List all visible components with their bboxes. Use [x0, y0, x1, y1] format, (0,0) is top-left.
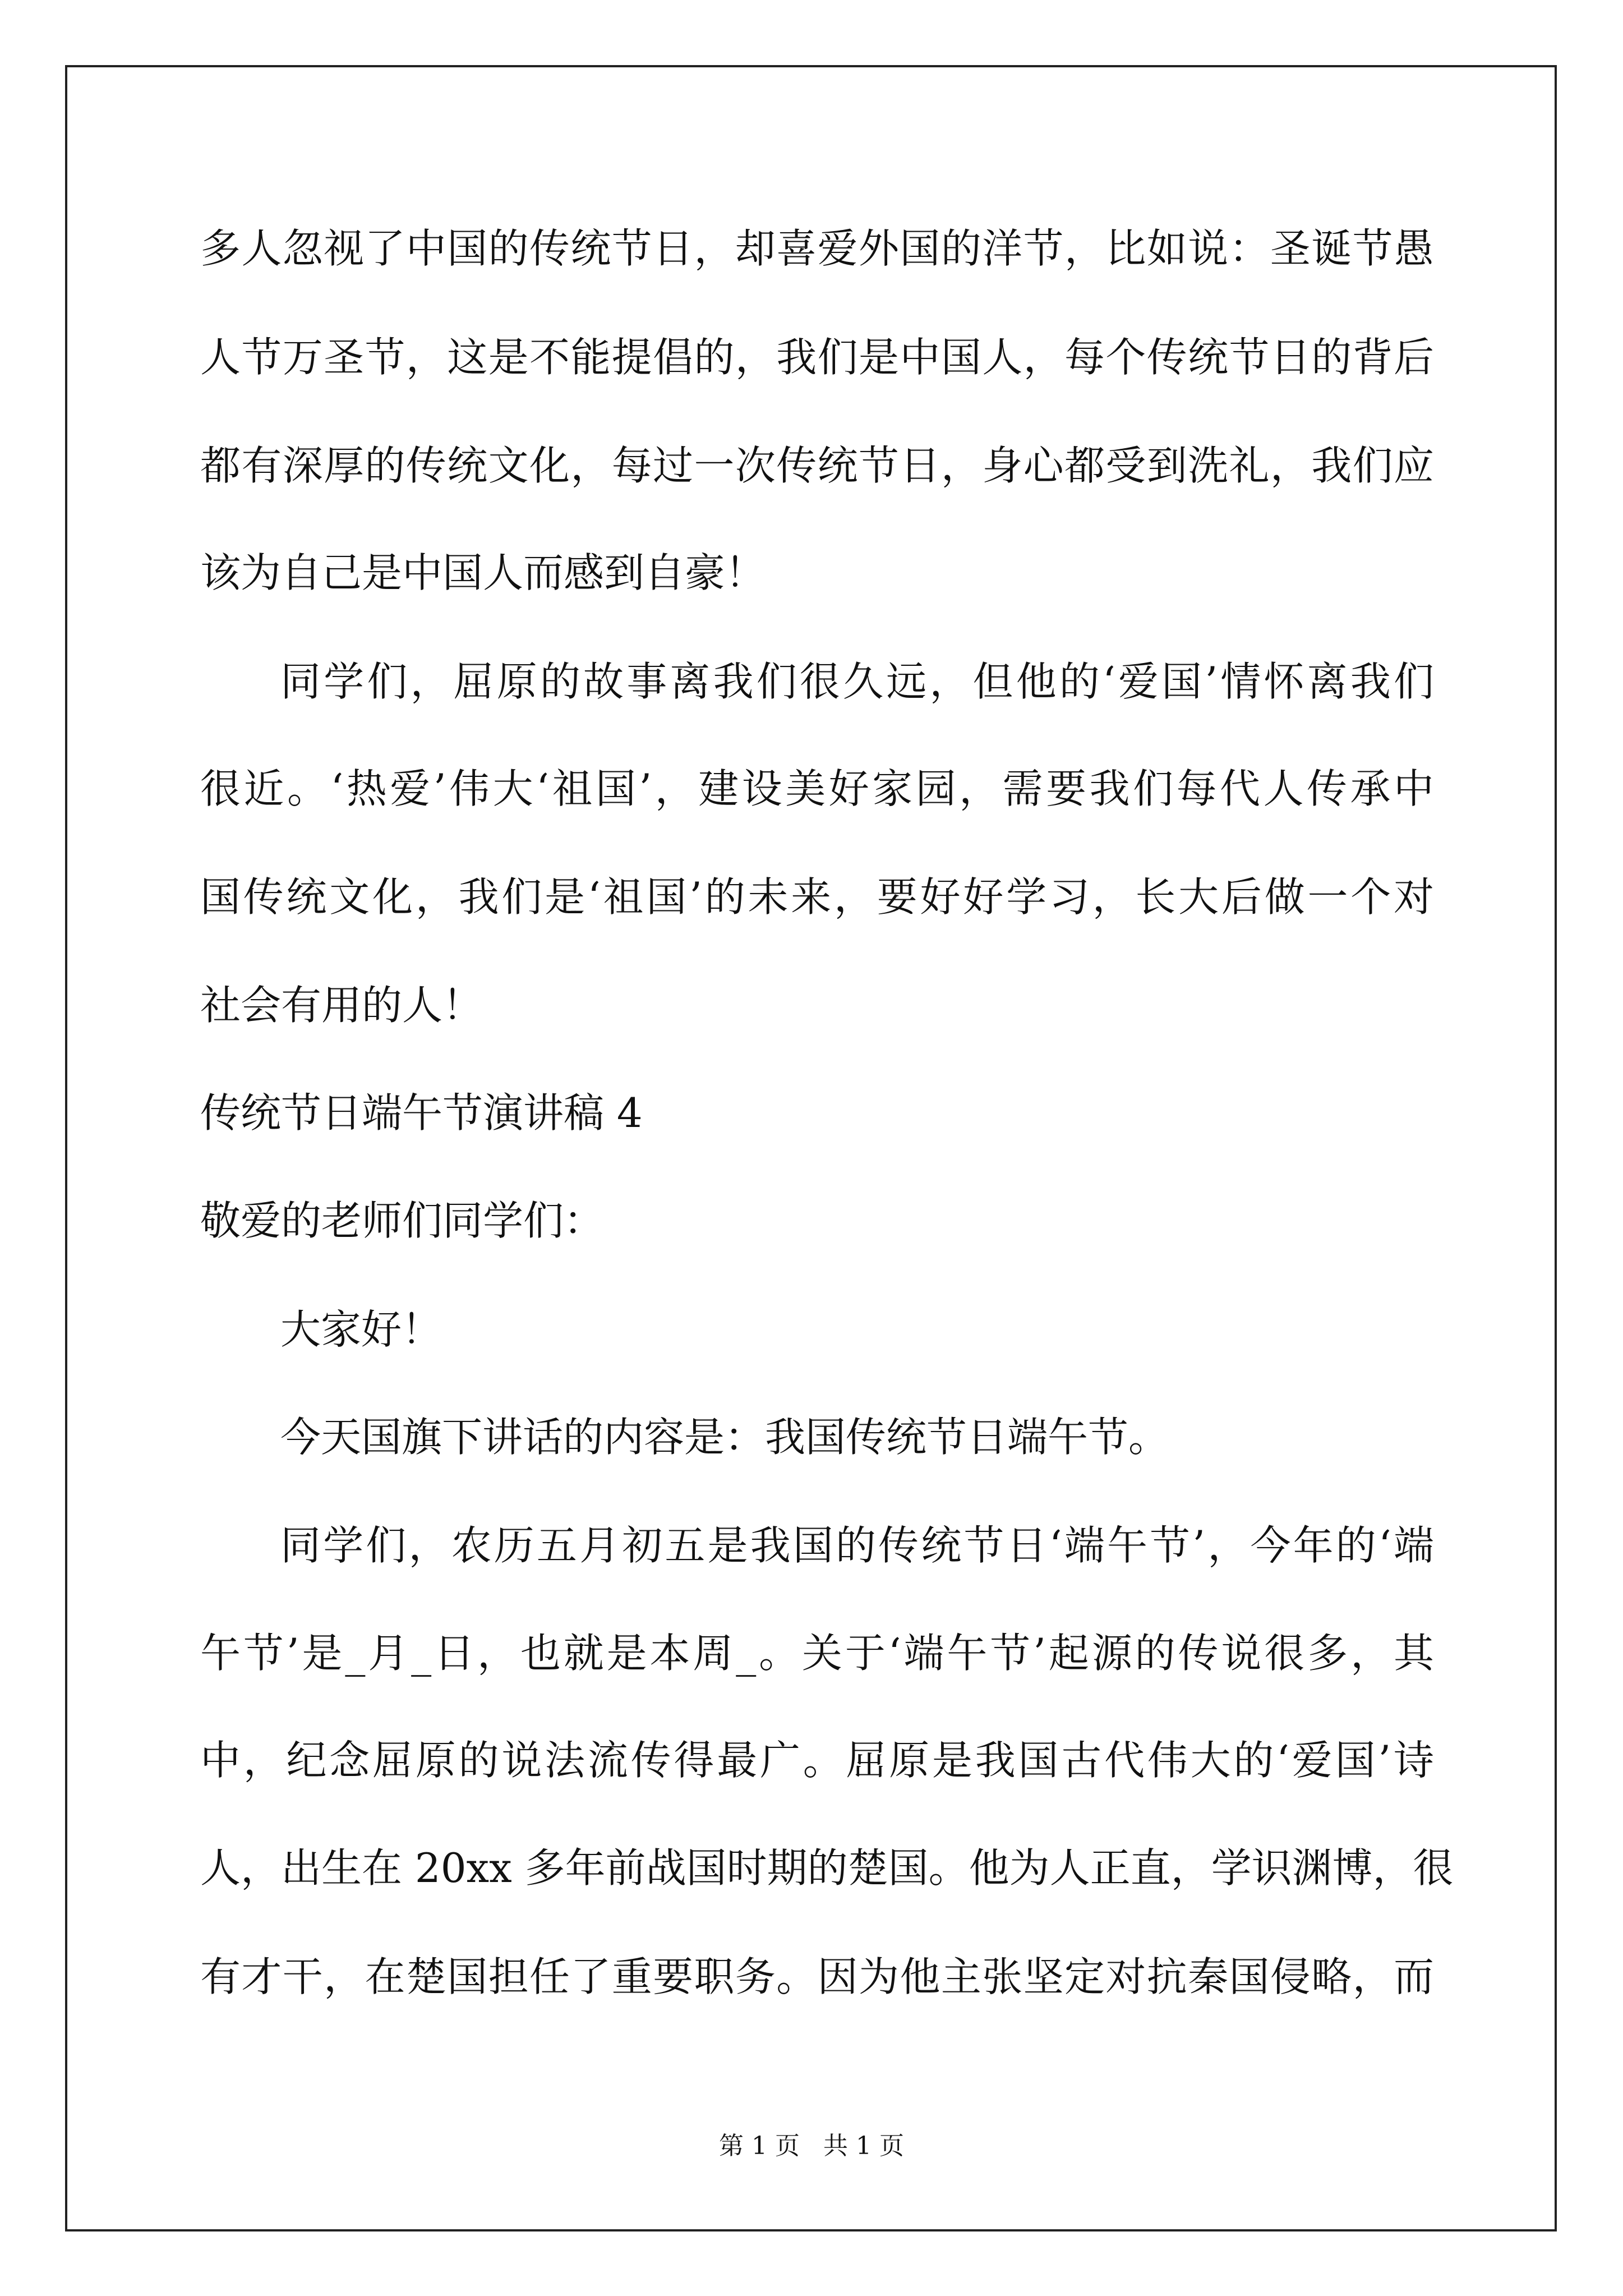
text-line: 很近。‘热爱’伟大‘祖国’，建设美好家园，需要我们每代人传承中 — [200, 765, 1434, 812]
section-title: 传统节日端午节演讲稿 4 — [200, 1089, 643, 1137]
page-border — [65, 65, 1557, 2231]
text-line: 社会有用的人！ — [200, 982, 483, 1029]
text-line: 人，出生在 20xx 多年前战国时期的楚国。他为人正直，学识渊博，很 — [200, 1844, 1454, 1892]
text-line: 午节’是_月_日，也就是本周_。关于‘端午节’起源的传说很多，其 — [200, 1630, 1434, 1677]
page-footer: 第 1 页 共 1 页 — [719, 2132, 904, 2160]
text-line: 有才干，在楚国担任了重要职务。因为他主张坚定对抗秦国侵略，而 — [200, 1953, 1434, 2000]
text-line: 多人忽视了中国的传统节日，却喜爱外国的洋节，比如说：圣诞节愚 — [200, 225, 1434, 272]
text-line: 该为自己是中国人而感到自豪！ — [200, 549, 766, 596]
salutation: 敬爱的老师们同学们： — [200, 1197, 605, 1244]
greeting: 大家好！ — [280, 1306, 442, 1353]
text-line: 中，纪念屈原的说法流传得最广。屈原是我国古代伟大的‘爱国’诗 — [200, 1737, 1434, 1784]
text-line: 人节万圣节，这是不能提倡的，我们是中国人，每个传统节日的背后 — [200, 334, 1434, 381]
text-line: 国传统文化，我们是‘祖国’的未来，要好好学习，长大后做一个对 — [200, 873, 1434, 921]
text-line: 都有深厚的传统文化，每过一次传统节日，身心都受到洗礼，我们应 — [200, 442, 1434, 489]
text-line: 同学们，屈原的故事离我们很久远，但他的‘爱国’情怀离我们 — [280, 658, 1434, 705]
text-line: 同学们，农历五月初五是我国的传统节日‘端午节’，今年的‘端 — [280, 1522, 1434, 1569]
topic-line: 今天国旗下讲话的内容是：我国传统节日端午节。 — [280, 1414, 1169, 1461]
